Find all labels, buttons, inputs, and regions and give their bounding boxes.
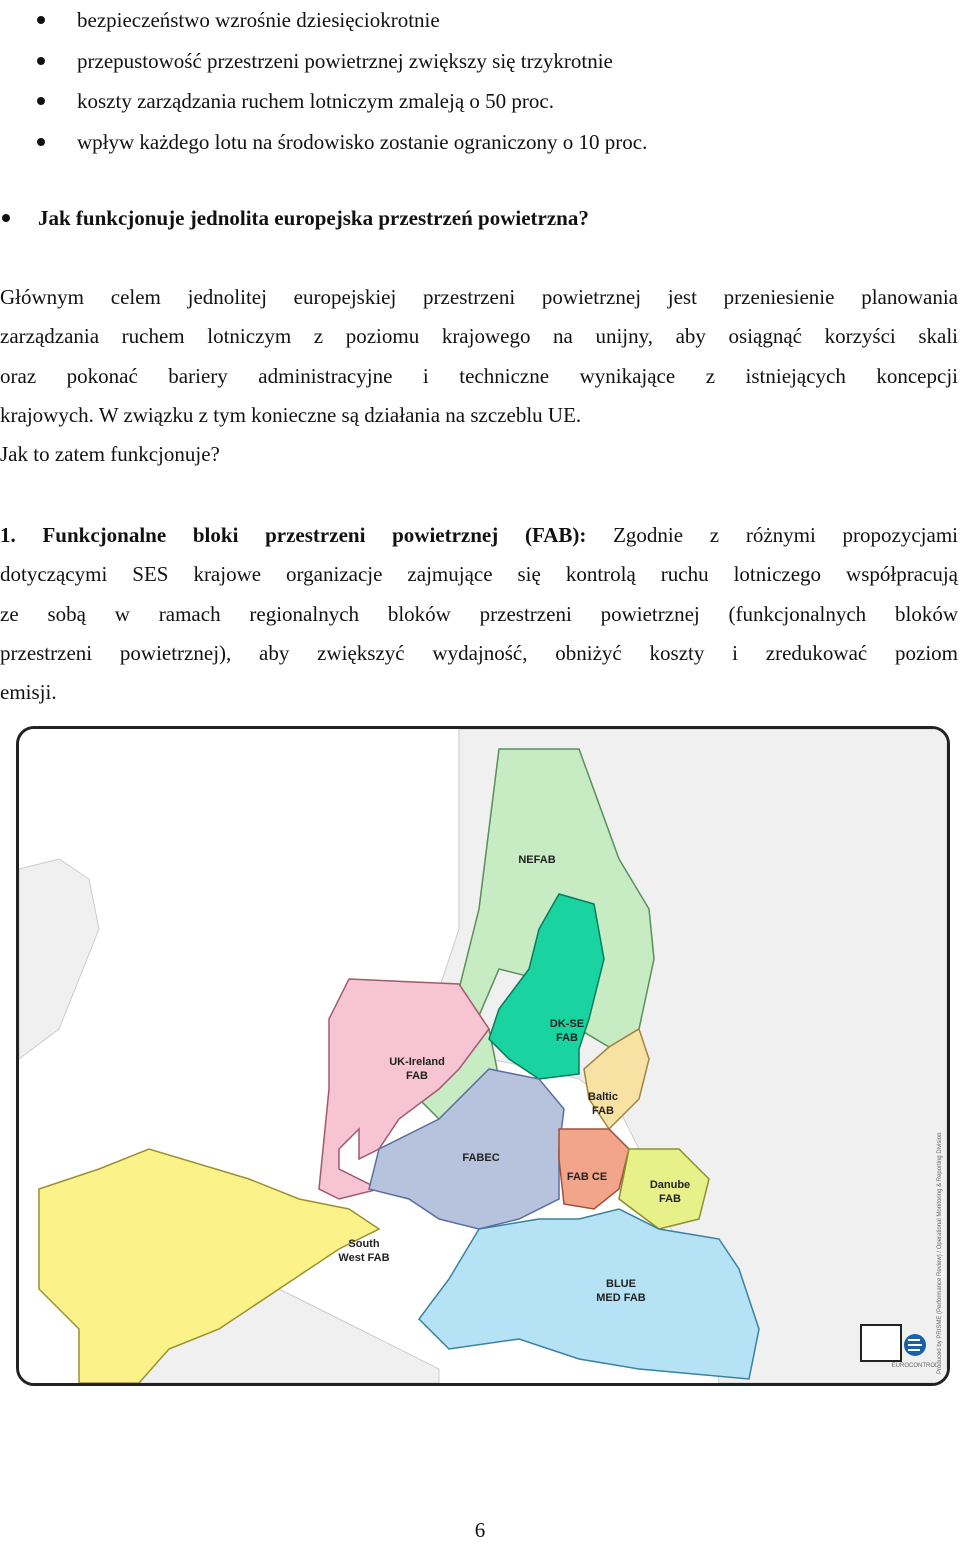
label-baltic-line2: FAB — [592, 1105, 614, 1117]
fab-map — [16, 726, 950, 1386]
bullet-item: bezpieczeństwo wzrośnie dziesięciokrotnie — [0, 0, 960, 41]
label-sw-line2: West FAB — [338, 1252, 390, 1264]
bullet-item: przepustowość przestrzeni powietrznej zwiększy się trzykrotnie — [0, 41, 960, 82]
label-sw-line1: South — [348, 1238, 380, 1250]
label-dkse-line1: DK-SE — [549, 1018, 585, 1030]
paragraph-main-goal — [0, 278, 958, 474]
paragraph-line: krajowych. W związku z tym konieczne są działania na szczeblu UE. — [0, 402, 582, 427]
paragraph-line: oraz pokonać bariery administracyjne i techniczne wynikające z istniejących koncepcji — [0, 363, 958, 388]
paragraph-line: emisji. — [0, 680, 57, 705]
paragraph-line: przestrzeni powietrznej), aby zwiększyć wydajność, obniżyć koszty i zredukować poziom — [0, 640, 958, 665]
paragraph-fab — [0, 516, 958, 712]
bullet-item: koszty zarządzania ruchem lotniczym zmaleją o 50 proc. — [0, 81, 960, 122]
label-blue-line1: BLUE — [606, 1278, 636, 1290]
label-blue-line2: MED FAB — [596, 1292, 646, 1304]
paragraph-line: Jak to zatem funkcjonuje? — [0, 442, 220, 467]
label-danube-line1: Danube — [649, 1179, 691, 1191]
label-nefab: NEFAB — [518, 854, 556, 866]
paragraph-line: zarządzania ruchem lotniczym z poziomu krajowego na unijny, aby osiągnąć korzyści skali — [0, 324, 958, 349]
page-number: 6 — [474, 1518, 486, 1542]
fab-map-svg — [19, 729, 947, 1383]
paragraph-bold-lead: 1. Funkcjonalne bloki przestrzeni powietrznej (FAB): — [0, 523, 587, 547]
map-credit: Produced by PRISME (Performance Review) / Operational Monitoring & Reporting Division — [937, 1132, 943, 1374]
paragraph-line: ze sobą w ramach regionalnych bloków przestrzeni powietrznej (funkcjonalnych bloków — [0, 601, 958, 626]
label-danube-line2: FAB — [659, 1193, 681, 1205]
bullet-item: wpływ każdego lotu na środowisko zostanie ograniczony o 10 proc. — [0, 122, 960, 163]
label-fabec: FABEC — [462, 1152, 500, 1164]
label-ukie-line1: UK-Ireland — [389, 1056, 445, 1068]
label-baltic-line1: Baltic — [588, 1091, 618, 1103]
logo-text: EUROCONTROL — [891, 1363, 939, 1369]
label-fabce: FAB CE — [566, 1171, 608, 1183]
label-dkse-line2: FAB — [556, 1032, 578, 1044]
paragraph-line: dotyczącymi SES krajowe organizacje zajmujące się kontrolą ruchu lotniczego współpracują — [0, 562, 958, 587]
section-heading: Jak funkcjonuje jednolita europejska przestrzeń powietrzna? — [0, 198, 960, 238]
legend-box — [861, 1325, 901, 1361]
paragraph-line — [0, 516, 958, 555]
paragraph-line-rest: Zgodnie z różnymi propozycjami — [586, 523, 958, 547]
paragraph-line: Głównym celem jednolitej europejskiej przestrzeni powietrznej jest przeniesienie planowania — [0, 285, 958, 309]
bullet-list — [0, 0, 960, 162]
label-ukie-line2: FAB — [406, 1070, 428, 1082]
